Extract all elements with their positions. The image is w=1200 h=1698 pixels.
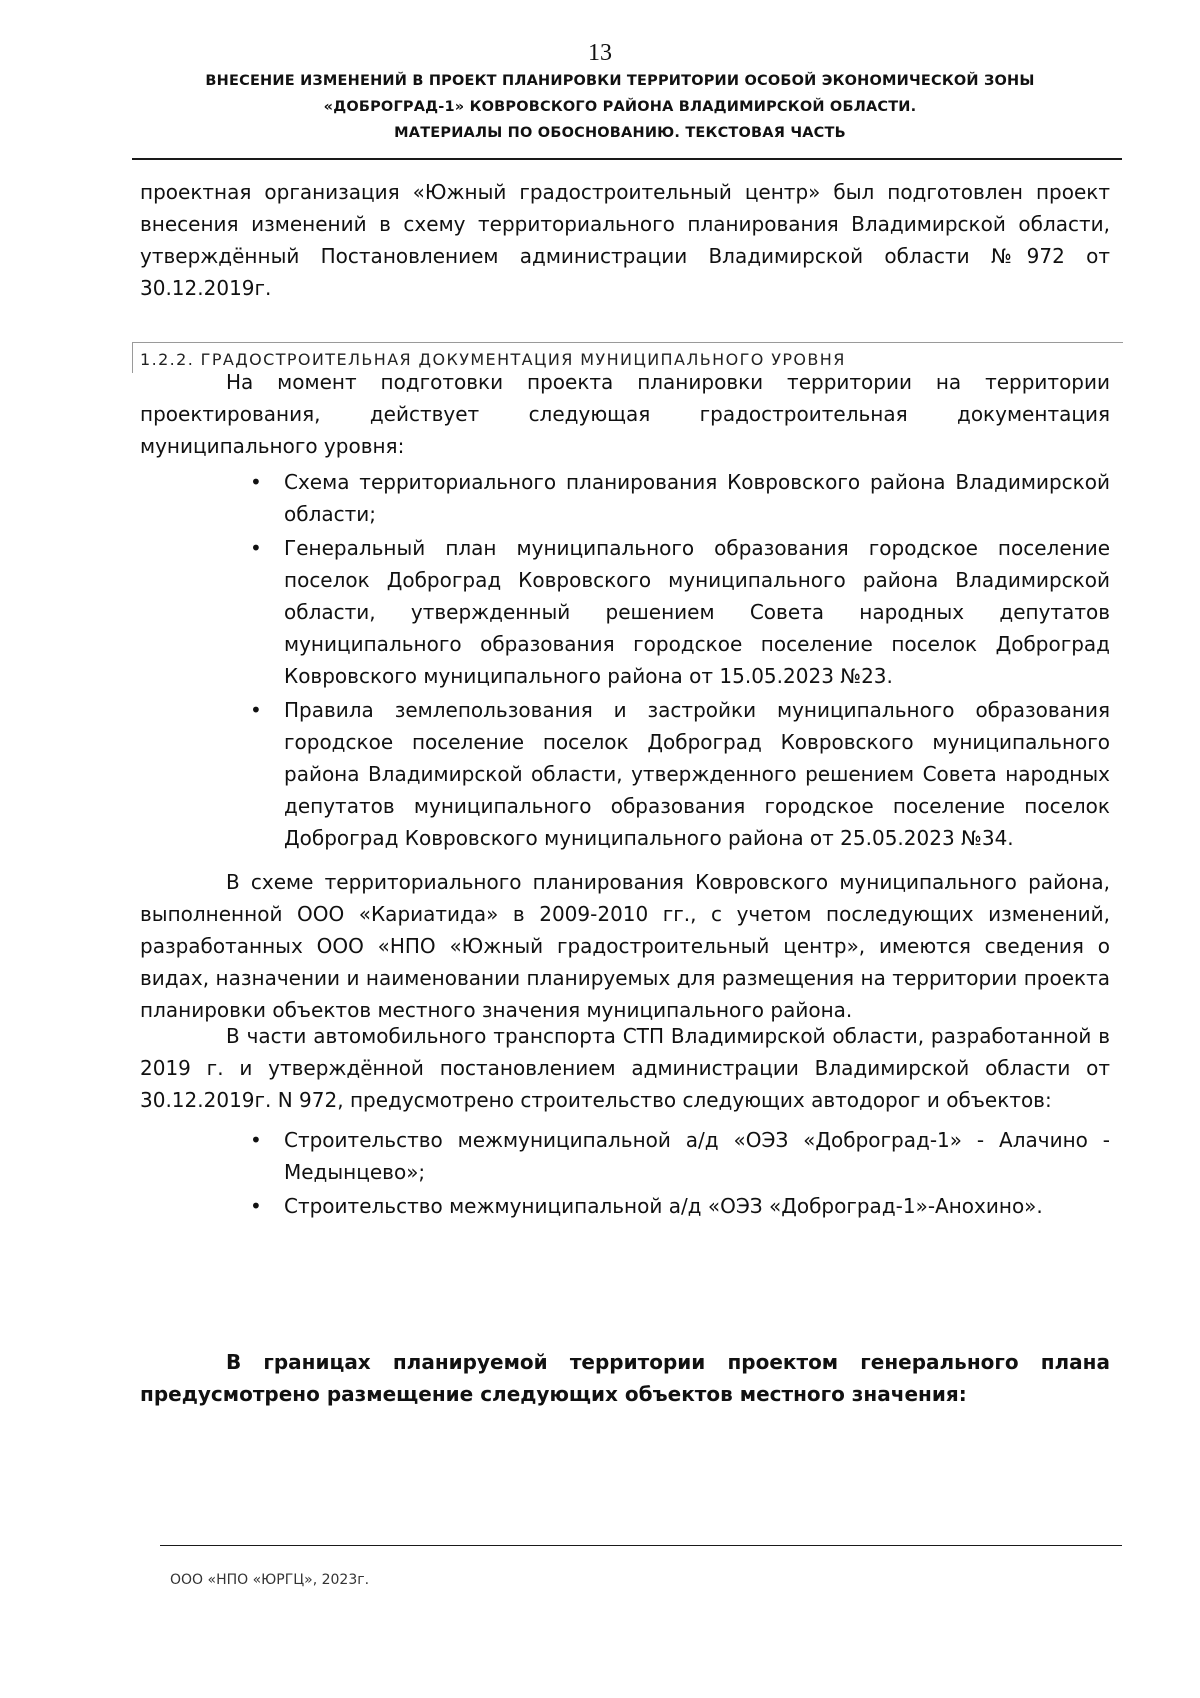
page-number: 13 xyxy=(588,40,612,66)
header-divider xyxy=(132,158,1122,160)
list-item-text: Правила землепользования и застройки муниципального образования городское поселение поселок Доброград Ковровского муниципального района Владимирской области, утвержденного решением Совета народных депутатов муниципального образования городское поселение поселок Доброград Ковровского муниципального района от 25.05.2023 №34. xyxy=(284,698,1110,850)
bullet-icon: • xyxy=(250,1194,262,1218)
list-item-text: Генеральный план муниципального образования городское поселение поселок Доброград Ковровского муниципального района Владимирской области, утвержденный решением Совета народных депутатов муниципального образования городское поселение поселок Доброград Ковровского муниципального района от 15.05.2023 №23. xyxy=(284,536,1110,688)
list-item-text: Строительство межмуниципальной а/д «ОЭЗ «Доброград-1»-Анохино». xyxy=(284,1194,1043,1218)
transport-paragraph: В части автомобильного транспорта СТП Владимирской области, разработанной в 2019 г. и утверждённой постановлением администрации Владимирской области от 30.12.2019г. N 972, предусмотрено строительство следующих автодорог и объектов: xyxy=(140,1024,1110,1112)
bullet-icon: • xyxy=(250,536,262,560)
list-item-text: Строительство межмуниципальной а/д «ОЭЗ «Доброград-1» - Алачино - Медынцево»; xyxy=(284,1128,1110,1184)
section-intro-paragraph: На момент подготовки проекта планировки территории на территории проектирования, действует следующая градостроительная документация муниципального уровня: xyxy=(140,370,1110,458)
documents-list xyxy=(250,466,1110,854)
bullet-icon: • xyxy=(250,698,262,722)
footer-text: ООО «НПО «ЮРГЦ», 2023г. xyxy=(170,1572,370,1588)
bullet-icon: • xyxy=(250,470,262,494)
list-item-text: Схема территориального планирования Ковровского района Владимирской области; xyxy=(284,470,1110,526)
stp-paragraph: В схеме территориального планирования Ковровского муниципального района, выполненной ООО «Кариатида» в 2009-2010 гг., с учетом последующих изменений, разработанных ООО «НПО «Южный градостроительный центр», имеются сведения о видах, назначении и наименовании планируемых для размещения на территории проекта планировки объектов местного значения муниципального района. xyxy=(140,870,1110,1022)
intro-paragraph: проектная организация «Южный градостроительный центр» был подготовлен проект внесения изменений в схему территориального планирования Владимирской области, утверждённый Постановлением администрации Владимирской области №972 от 30.12.2019г. xyxy=(140,180,1110,300)
list-item xyxy=(250,1190,1110,1222)
list-item xyxy=(250,694,1110,854)
document-header xyxy=(140,68,1100,146)
section-title: 1.2.2. ГРАДОСТРОИТЕЛЬНАЯ ДОКУМЕНТАЦИЯ МУНИЦИПАЛЬНОГО УРОВНЯ xyxy=(140,350,846,369)
bold-paragraph: В границах планируемой территории проектом генерального плана предусмотрено размещение следующих объектов местного значения: xyxy=(140,1350,1110,1406)
bullet-icon: • xyxy=(250,1128,262,1152)
header-line-3: МАТЕРИАЛЫ ПО ОБОСНОВАНИЮ. ТЕКСТОВАЯ ЧАСТЬ xyxy=(394,125,846,141)
header-line-2: «ДОБРОГРАД-1» КОВРОВСКОГО РАЙОНА ВЛАДИМИРСКОЙ ОБЛАСТИ. xyxy=(323,99,917,115)
list-item xyxy=(250,532,1110,692)
list-item xyxy=(250,1124,1110,1188)
roads-list xyxy=(250,1124,1110,1222)
footer-divider xyxy=(160,1545,1122,1546)
list-item xyxy=(250,466,1110,530)
header-line-1: ВНЕСЕНИЕ ИЗМЕНЕНИЙ В ПРОЕКТ ПЛАНИРОВКИ ТЕРРИТОРИИ ОСОБОЙ ЭКОНОМИЧЕСКОЙ ЗОНЫ xyxy=(205,73,1035,89)
